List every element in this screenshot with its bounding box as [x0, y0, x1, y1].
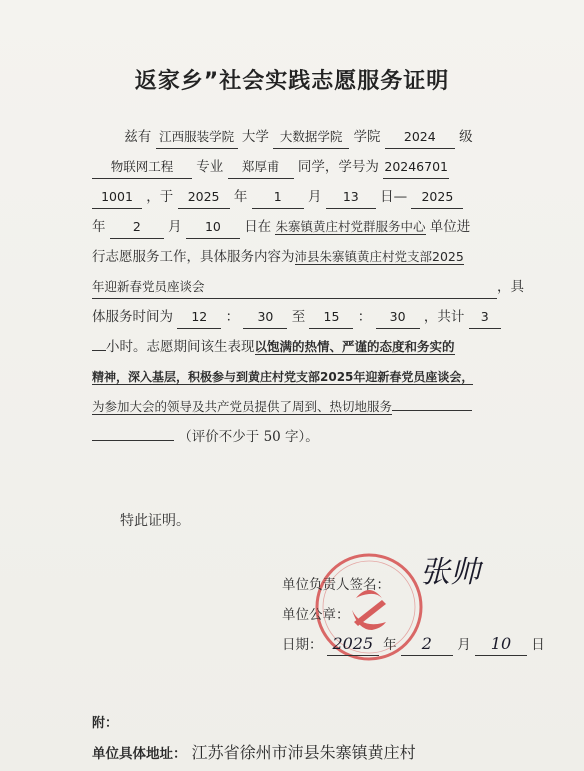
- stamp-row: [282, 600, 545, 630]
- eval-line-2: 精神，深入基层，积极参与到黄庄村党支部2025年迎新春党员座谈会，: [92, 370, 474, 384]
- annex-label: 附：: [92, 716, 119, 731]
- day-dash: 日—: [380, 189, 408, 205]
- colon-1: ：: [225, 309, 240, 325]
- start-year: 2025: [178, 186, 230, 209]
- start-day: 13: [326, 186, 376, 209]
- month-word: 月: [307, 189, 322, 205]
- date-month-word: 月: [457, 637, 471, 653]
- time-end-minute: 30: [376, 306, 420, 329]
- signature-block: [282, 555, 545, 660]
- college-word: 学院: [353, 129, 381, 145]
- univ-word: 大学: [241, 129, 269, 145]
- hours-spacer: [92, 350, 106, 351]
- date-row: [282, 630, 545, 660]
- time-start-minute: 30: [243, 306, 287, 329]
- line-7: [92, 302, 532, 332]
- zhi-text: 至: [291, 309, 306, 325]
- student-field: 郑厚甫: [228, 156, 294, 179]
- start-month: 1: [252, 186, 304, 209]
- grade-field: 2024: [385, 126, 455, 149]
- line-8: [92, 332, 532, 362]
- eval-line-3-tail: [392, 410, 472, 411]
- leader-label: 单位负责人签名：: [282, 577, 390, 593]
- time-lead: 体服务时间为: [92, 309, 173, 325]
- time-end-hour: 15: [309, 306, 353, 329]
- student-word: 同学，学号为: [297, 159, 379, 175]
- eval-blank: [92, 440, 174, 441]
- line-10: [92, 392, 532, 422]
- total-hours: 3: [469, 306, 501, 329]
- month-word-2: 月: [168, 219, 182, 235]
- end-year: 2025: [411, 186, 463, 209]
- eval-line-3: 为参加大会的领导及共产党员提供了周到、热切地服务: [92, 399, 393, 414]
- date-year-word: 年: [383, 637, 397, 653]
- leader-signature: 张帅: [420, 555, 480, 590]
- day-zai: 日在: [244, 219, 272, 235]
- total-word: ，共计: [423, 309, 465, 325]
- eval-note: （评价不少于 50 字）。: [178, 429, 319, 445]
- line-1: [92, 122, 532, 152]
- colon-2: ：: [357, 309, 372, 325]
- end-day: 10: [186, 216, 240, 239]
- student-id-part2: 1001: [92, 186, 142, 209]
- address-label: 单位具体地址：: [92, 746, 187, 762]
- line-5: [92, 242, 532, 272]
- address-value: 江苏省徐州市沛县朱寨镇黄庄村: [191, 743, 416, 762]
- line-3: [92, 182, 532, 212]
- yu-text: ，于: [146, 189, 174, 205]
- line-9: [92, 362, 532, 392]
- date-month: 2: [401, 633, 453, 656]
- stamp-label: 单位公章：: [282, 607, 350, 623]
- line-6: [92, 272, 532, 302]
- content-field-2: 年迎新春党员座谈会: [92, 276, 497, 299]
- intro-text: 兹有: [124, 129, 152, 145]
- eval-line-1: 以饱满的热情、严谨的态度和务实的: [254, 339, 455, 354]
- content-lead: 行志愿服务工作，具体服务内容为: [92, 249, 295, 265]
- grade-word: 级: [459, 129, 473, 145]
- time-start-hour: 12: [177, 306, 221, 329]
- date-year: 2025: [327, 633, 379, 656]
- student-id-part1: 20246701: [383, 156, 449, 179]
- leader-row: [282, 555, 545, 600]
- end-month: 2: [110, 216, 164, 239]
- date-day-word: 日: [531, 637, 545, 653]
- year-word-2: 年: [92, 219, 106, 235]
- line-tail-a: 单位进: [429, 219, 471, 235]
- date-label: 日期：: [282, 637, 323, 653]
- date-day: 10: [475, 633, 527, 656]
- line-4: [92, 212, 532, 242]
- org-field: 朱寨镇黄庄村党群服务中心: [275, 219, 426, 234]
- hours-word: 小时。志愿期间该生表现: [106, 339, 255, 355]
- certificate-body: [92, 122, 532, 452]
- major-word: 专业: [196, 159, 224, 175]
- year-word: 年: [233, 189, 248, 205]
- closing-text: 特此证明。: [120, 513, 190, 529]
- line-2: [92, 152, 532, 182]
- college-field: 大数据学院: [273, 126, 349, 149]
- address-line: [92, 740, 416, 763]
- major-field: 物联网工程: [92, 156, 192, 179]
- content-field-1: 沛县朱寨镇黄庄村党支部2025: [294, 249, 464, 264]
- line-tail-b: ，具: [497, 279, 524, 295]
- line-11: [92, 422, 532, 452]
- school-field: 江西服装学院: [156, 126, 238, 149]
- page-title: 返家乡”社会实践志愿服务证明: [134, 69, 450, 94]
